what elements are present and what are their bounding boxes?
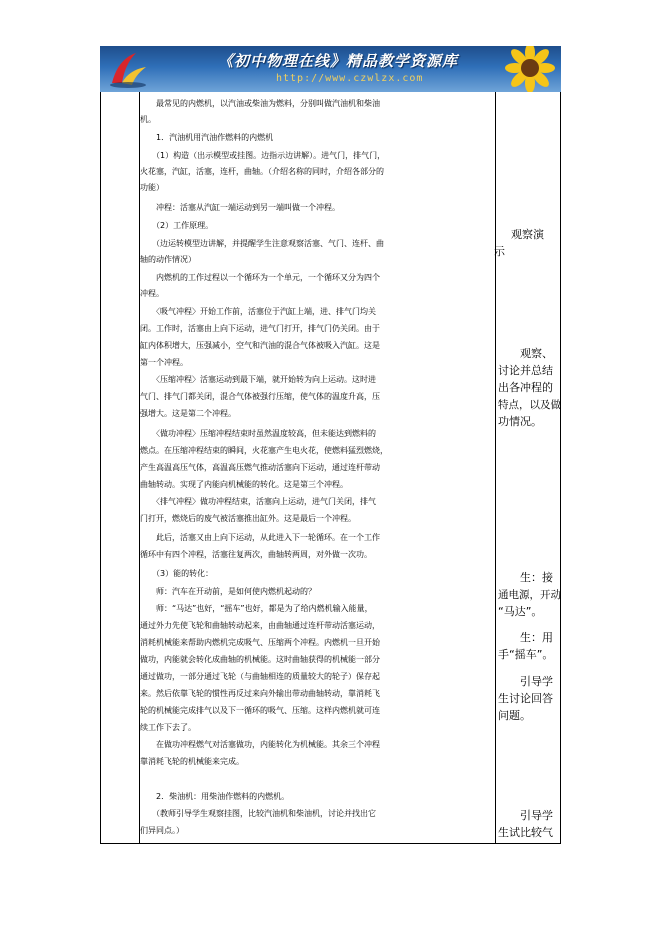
content-line: 在做功冲程燃气对活塞做功，内能转化为机械能。其余三个冲程	[140, 740, 380, 749]
activity-line: 通电源，开动	[498, 589, 561, 601]
content-line: 门打开，燃烧后的废气被活塞推出缸外。这是最后一个冲程。	[140, 514, 356, 523]
content-line: 冲程。	[140, 289, 164, 298]
content-line: 此后，活塞又由上向下运动，从此进入下一轮循环。在一个工作	[140, 533, 380, 542]
activity-line: 示	[494, 245, 505, 258]
activity-line: 生：接	[498, 571, 553, 584]
sunflower-icon	[490, 46, 561, 92]
content-line: 机。	[140, 115, 156, 124]
table-column-blank	[101, 92, 140, 843]
activity-line: 生试比较气	[498, 826, 553, 839]
content-line: 功能）	[140, 183, 164, 192]
content-line: 消耗机械能来帮助内燃机完成吸气、压缩两个冲程。内燃机一旦开始	[140, 638, 380, 647]
content-line: 轮的机械能完成排气以及下一循环的吸气、压缩。这样内燃机就可连	[140, 706, 380, 715]
activity-line: “马达”。	[498, 605, 543, 618]
content-line: 靠消耗飞轮的机械能来完成。	[140, 757, 244, 766]
banner-url[interactable]: http://www.czwlzx.com	[276, 73, 424, 84]
content-line: （2）工作原理。	[140, 221, 214, 230]
content-line: 〈压缩冲程〉活塞运动到最下端，就开始转为向上运动。这时进	[140, 375, 376, 384]
student-activity-column	[496, 92, 560, 843]
content-line: 〈排气冲程〉做功冲程结束，活塞向上运动，进气门关闭，排气	[140, 497, 376, 506]
content-line: 强增大。这是第二个冲程。	[140, 409, 236, 418]
activity-line: 出各冲程的	[498, 381, 553, 394]
content-line: 2．柴油机：用柴油作燃料的内燃机。	[140, 792, 290, 801]
activity-line: 生讨论回答	[498, 692, 553, 705]
content-line: 轴的动作情况）	[140, 255, 196, 264]
activity-line: 引导学	[498, 809, 553, 822]
content-line: 第一个冲程。	[140, 358, 188, 367]
content-line: 通过做功，一部分通过飞轮（与曲轴相连的质量较大的轮子）保存起	[140, 672, 380, 681]
activity-line: 特点，以及做	[498, 399, 561, 411]
content-line: 续工作下去了。	[140, 723, 196, 732]
content-line: 〈吸气冲程〉开始工作前，活塞位于汽缸上端，进、排气门均关	[140, 307, 376, 316]
header-banner	[100, 46, 561, 92]
activity-line: 生：用	[498, 631, 553, 644]
content-line: 曲轴转动。实现了内能向机械能的转化。这是第三个冲程。	[140, 480, 348, 489]
activity-line: 功情况。	[498, 415, 542, 428]
content-line: 来。然后依靠飞轮的惯性再反过来向外输出带动曲轴转动，靠消耗飞	[140, 689, 380, 698]
content-line: 最常见的内燃机，以汽油或柴油为燃料，分别叫做汽油机和柴油	[140, 99, 380, 108]
content-line: 1．汽油机用汽油作燃料的内燃机	[140, 133, 274, 142]
activity-line: 讨论并总结	[498, 364, 553, 377]
content-line: （边运转模型边讲解，并提醒学生注意观察活塞、气门、连杆、曲	[140, 239, 384, 248]
content-line: 缸内体积增大，压强减小，空气和汽油的混合气体被吸入汽缸。这是	[140, 341, 380, 350]
content-line: （1）构造（出示模型或挂图。边指示边讲解）。进气门，排气门，	[140, 151, 386, 160]
content-line: 循环中有四个冲程，活塞往复两次，曲轴转两周，对外做一次功。	[140, 550, 372, 559]
content-line: 燃点。在压缩冲程结束的瞬间，火花塞产生电火花，使燃料猛烈燃烧，	[140, 446, 388, 455]
content-line: 火花塞，汽缸，活塞，连杆，曲轴。（介绍名称的同时，介绍各部分的	[140, 167, 384, 176]
content-line: 师：汽车在开动前，是如何使内燃机起动的？	[140, 587, 316, 596]
activity-line: 观察演	[500, 228, 544, 241]
banner-title: 《初中物理在线》精品教学资源库	[218, 52, 459, 70]
content-line: 们异同点。）	[140, 826, 184, 835]
content-line: （教师引导学生观察挂图，比较汽油机和柴油机，讨论并找出它	[140, 809, 376, 818]
activity-line: 观察、	[498, 347, 553, 360]
content-line: 内燃机的工作过程以一个循环为一个单元，一个循环又分为四个	[140, 273, 380, 282]
activity-line: 手“摇车”。	[498, 648, 554, 661]
content-line: 闭。工作时，活塞由上向下运动，进气门打开，排气门仍关闭。由于	[140, 324, 380, 333]
content-line: 冲程：活塞从汽缸一端运动到另一端叫做一个冲程。	[140, 203, 340, 212]
content-line: 气门、排气门都关闭，混合气体被强行压缩，使气体的温度升高，压	[140, 392, 380, 401]
teaching-content-column	[140, 92, 496, 843]
content-line: （3）能的转化：	[140, 569, 214, 578]
content-line: 产生高温高压气体，高温高压燃气推动活塞向下运动，通过连杆带动	[140, 463, 380, 472]
content-line: 〈做功冲程〉压缩冲程结束时虽然温度较高，但未能达到燃料的	[140, 429, 376, 438]
activity-line: 引导学	[498, 675, 553, 688]
site-logo-icon	[106, 49, 150, 89]
content-line: 通过外力先使飞轮和曲轴转动起来，由曲轴通过连杆带动活塞运动，	[140, 621, 380, 630]
content-line: 师：“马达”也好，“摇车”也好，都是为了给内燃机输入能量，	[140, 604, 373, 613]
lesson-table	[100, 92, 561, 844]
activity-line: 问题。	[498, 709, 531, 722]
content-line: 做功，内能就会转化成曲轴的机械能。这时曲轴获得的机械能一部分	[140, 655, 380, 664]
